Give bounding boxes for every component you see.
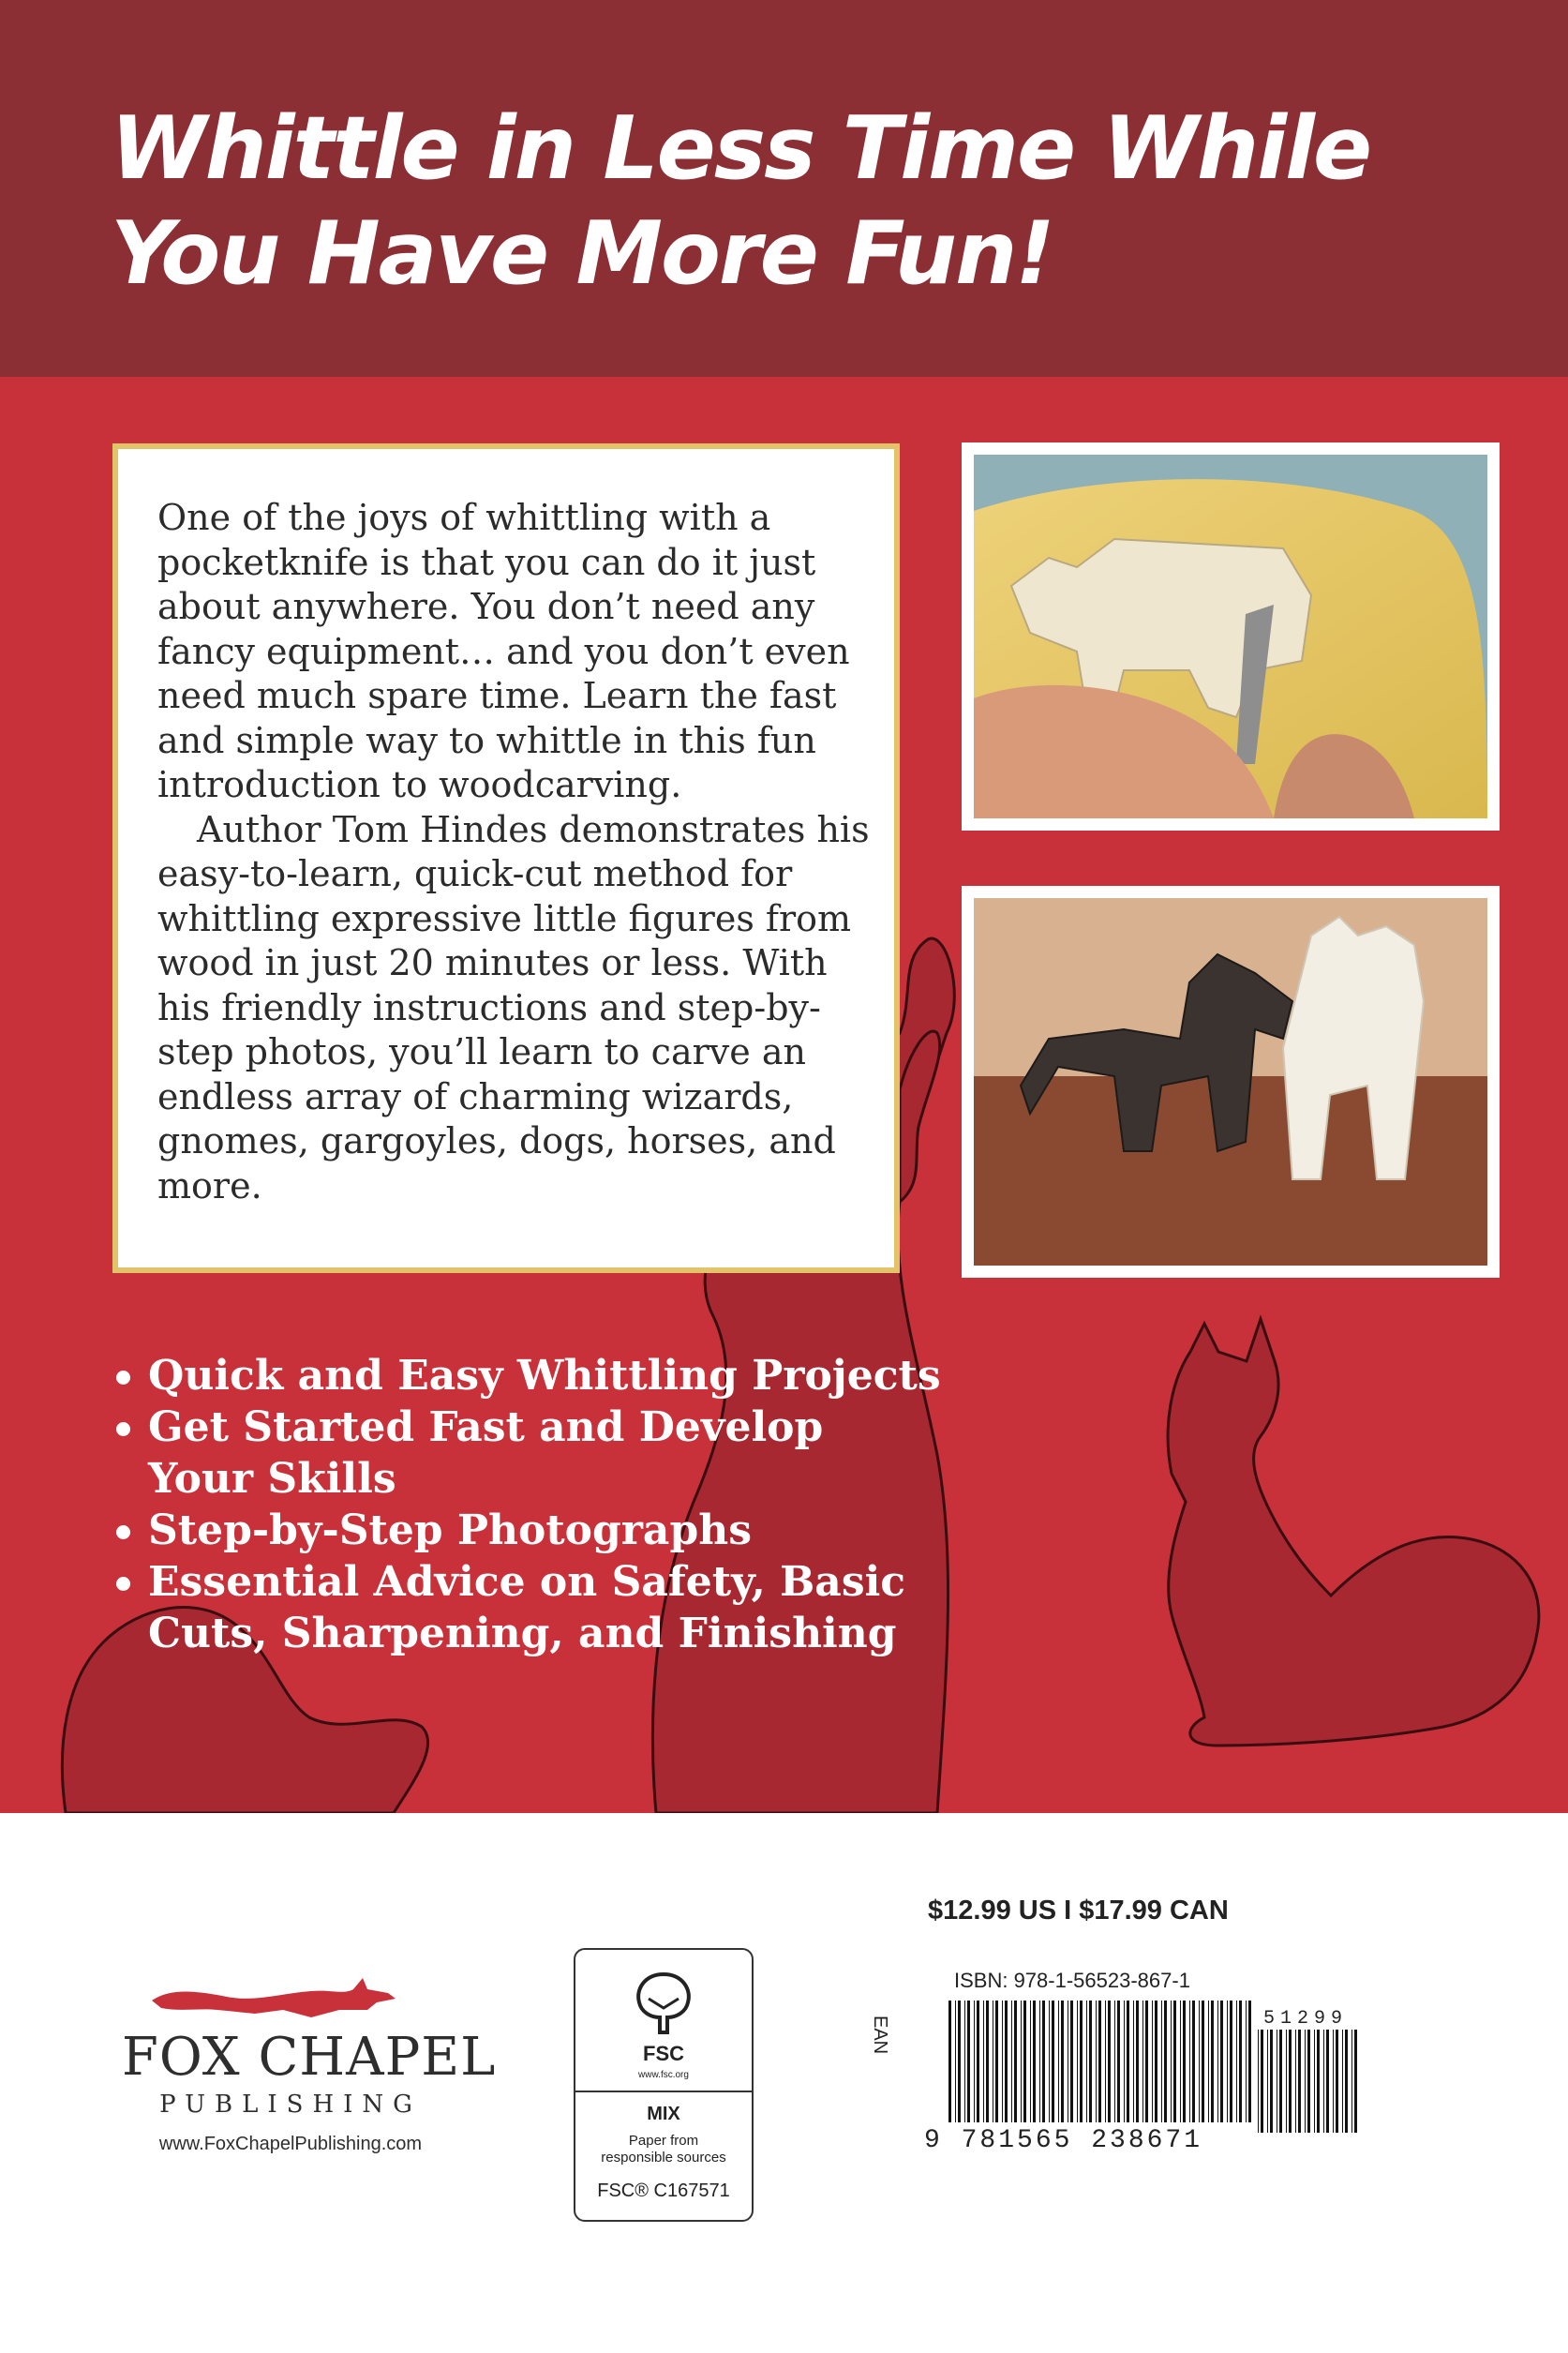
feature-list — [112, 1350, 941, 1659]
barcode-bar — [1199, 2001, 1200, 2122]
fsc-paper-text — [575, 2133, 752, 2166]
barcode-bar — [1295, 2030, 1296, 2133]
barcode-bar — [1217, 2001, 1218, 2122]
ean-label: EAN — [870, 2016, 890, 2055]
barcode-bar — [1239, 2001, 1242, 2122]
price-text: $12.99 US I $17.99 CAN — [928, 1896, 1229, 1926]
barcode-bar — [1354, 2030, 1357, 2133]
barcode-bar — [1049, 2001, 1050, 2122]
fsc-logo-text: FSC — [643, 2042, 684, 2065]
barcode-bar — [1211, 2001, 1214, 2122]
barcode-bar — [1246, 2001, 1247, 2122]
barcode-bar — [1286, 2030, 1287, 2133]
barcode-bar — [1161, 2001, 1162, 2122]
barcode-bar — [1021, 2001, 1022, 2122]
feature-item-text-continued: Your Skills — [148, 1455, 396, 1503]
barcode-bar — [1142, 2001, 1143, 2122]
barcode-bar — [958, 2001, 961, 2122]
feature-item-text: Get Started Fast and Develop — [148, 1403, 824, 1451]
feature-item-text: Quick and Easy Whittling Projects — [148, 1352, 941, 1400]
barcode-bar — [983, 2001, 984, 2122]
barcode-bar — [1307, 2030, 1310, 2133]
barcode-bar — [1314, 2030, 1315, 2133]
fsc-label — [574, 1948, 754, 2222]
barcode-bar — [1133, 2001, 1134, 2122]
bullet-dot-icon — [116, 1525, 130, 1539]
feature-item — [112, 1556, 941, 1659]
photo-whittling-hand — [962, 442, 1500, 831]
barcode-bar — [1248, 2001, 1251, 2122]
barcode-bar — [1333, 2030, 1334, 2133]
barcode-bar — [1267, 2030, 1268, 2133]
barcode-bar — [1002, 2001, 1003, 2122]
barcode-bar — [1058, 2001, 1059, 2122]
headline-line-1: Whittle in Less Time While — [111, 97, 1371, 199]
barcode-bar — [1098, 2001, 1101, 2122]
barcode-bar — [1192, 2001, 1195, 2122]
barcode-bar — [1323, 2030, 1324, 2133]
barcode-bar — [974, 2001, 975, 2122]
barcode-bar — [1208, 2001, 1209, 2122]
fsc-code: FSC® C167571 — [597, 2181, 730, 2201]
headline — [111, 96, 1370, 306]
barcode-bar — [1039, 2001, 1040, 2122]
description-box — [112, 443, 900, 1273]
barcode-bar — [1227, 2001, 1228, 2122]
barcode-bar — [1279, 2030, 1282, 2133]
barcode-bar — [1202, 2001, 1204, 2122]
fox-silhouette — [1168, 1319, 1539, 1746]
barcode-bar — [955, 2001, 956, 2122]
barcode-bar — [948, 2001, 951, 2122]
feature-item-text: Essential Advice on Safety, Basic — [148, 1558, 906, 1606]
barcode-bar — [1124, 2001, 1125, 2122]
barcode-bar — [1220, 2001, 1223, 2122]
barcode-bar — [1086, 2001, 1087, 2122]
description-paragraph-2: Author Tom Hindes demonstrates his easy-to-learn, quick-cut method for whittling expressive little figures from wood in just 20 minutes or less. With his friendly instructions and step-by-step photos, you’ll learn to carve an endless array of charming wizards, gnomes, gargoyles, dogs, horses, and more. — [157, 808, 870, 1206]
fsc-url: www.fsc.org — [638, 2070, 689, 2080]
bullet-dot-icon — [116, 1371, 130, 1385]
barcode-bar — [1173, 2001, 1176, 2122]
publisher-logo — [122, 1969, 497, 2166]
barcode-bar — [967, 2001, 970, 2122]
fsc-paper-line-2: responsible sources — [601, 2150, 726, 2166]
barcode-bar — [1114, 2001, 1115, 2122]
barcode-bar — [1105, 2001, 1106, 2122]
publisher-subtitle: PUBLISHING — [159, 2091, 422, 2119]
barcode-bar — [1096, 2001, 1097, 2122]
header-band — [0, 0, 1568, 377]
publisher-url: www.FoxChapelPublishing.com — [158, 2134, 423, 2154]
barcode-bar — [1230, 2001, 1232, 2122]
barcode-bar — [1155, 2001, 1157, 2122]
barcode-bar — [1014, 2001, 1017, 2122]
fsc-mix: MIX — [647, 2104, 680, 2124]
barcode-bar — [995, 2001, 998, 2122]
barcode-bar — [1336, 2030, 1338, 2133]
barcode-bar — [1289, 2030, 1292, 2133]
isbn-barcode — [947, 2001, 1256, 2122]
barcode-bar — [1023, 2001, 1026, 2122]
barcode-bar — [1136, 2001, 1139, 2122]
barcode-bar — [1164, 2001, 1167, 2122]
barcode-bar — [1042, 2001, 1045, 2122]
carved-horses-image — [974, 898, 1487, 1266]
feature-item-text: Step-by-Step Photographs — [148, 1506, 752, 1554]
isbn-text: ISBN: 978-1-56523-867-1 — [954, 1969, 1190, 1992]
photo-carved-horses — [962, 886, 1500, 1278]
barcode-bar — [1033, 2001, 1036, 2122]
barcode-bar — [1236, 2001, 1237, 2122]
barcode-bar — [1342, 2030, 1343, 2133]
barcode-bar — [1298, 2030, 1301, 2133]
barcode-bar — [1117, 2001, 1120, 2122]
barcode-bar — [1061, 2001, 1064, 2122]
description-paragraph-1: One of the joys of whittling with a pocketknife is that you can do it just about anywhere. You don’t need any fancy equipment… and you don’t even need much spare time. Learn the fast and simple way to whittle in this fun introduction to woodcarving. — [157, 497, 850, 805]
barcode-bar — [1326, 2030, 1329, 2133]
barcode-bar — [1183, 2001, 1186, 2122]
barcode-bar — [1052, 2001, 1054, 2122]
barcode-bar — [1189, 2001, 1190, 2122]
feature-item — [112, 1401, 941, 1505]
barcode-bar — [1089, 2001, 1092, 2122]
barcode-bar — [964, 2001, 965, 2122]
barcode-bar — [1080, 2001, 1083, 2122]
barcode-bar — [1011, 2001, 1012, 2122]
barcode-bar — [1305, 2030, 1306, 2133]
barcode-bar — [986, 2001, 989, 2122]
barcode-bar — [1351, 2030, 1352, 2133]
fsc-tree-icon — [626, 1971, 701, 2036]
price-addon-barcode — [1256, 2030, 1361, 2133]
whittling-hand-image — [974, 455, 1487, 818]
feature-item — [112, 1350, 941, 1401]
headline-line-2: You Have More Fun! — [111, 202, 1053, 304]
running-fox-icon — [142, 1969, 424, 2025]
fsc-divider — [575, 2091, 752, 2092]
bullet-dot-icon — [116, 1577, 130, 1591]
barcode-addon-digits: 51299 — [1263, 2008, 1349, 2030]
barcode-bar — [1145, 2001, 1148, 2122]
barcode-bar — [1005, 2001, 1008, 2122]
barcode-bar — [1108, 2001, 1111, 2122]
barcode-bar — [977, 2001, 979, 2122]
barcode-bar — [1261, 2030, 1263, 2133]
publisher-name: FOX CHAPEL — [122, 2027, 497, 2088]
feature-item — [112, 1505, 941, 1556]
barcode-bar — [1317, 2030, 1320, 2133]
description-text — [157, 496, 889, 1208]
barcode-bar — [1258, 2030, 1259, 2133]
feature-item-text-continued: Cuts, Sharpening, and Finishing — [148, 1610, 897, 1657]
fsc-paper-line-1: Paper from — [628, 2133, 699, 2149]
barcode-bar — [1030, 2001, 1031, 2122]
barcode-bar — [1345, 2030, 1348, 2133]
barcode-bar — [1070, 2001, 1073, 2122]
barcode-bar — [1152, 2001, 1153, 2122]
barcode-bar — [1270, 2030, 1273, 2133]
barcode-bar — [1127, 2001, 1129, 2122]
barcode-bar — [1077, 2001, 1078, 2122]
bullet-dot-icon — [116, 1422, 130, 1436]
barcode-bar — [1171, 2001, 1172, 2122]
barcode-digits: 9 781565 238671 — [924, 2126, 1203, 2155]
barcode-bar — [1180, 2001, 1181, 2122]
